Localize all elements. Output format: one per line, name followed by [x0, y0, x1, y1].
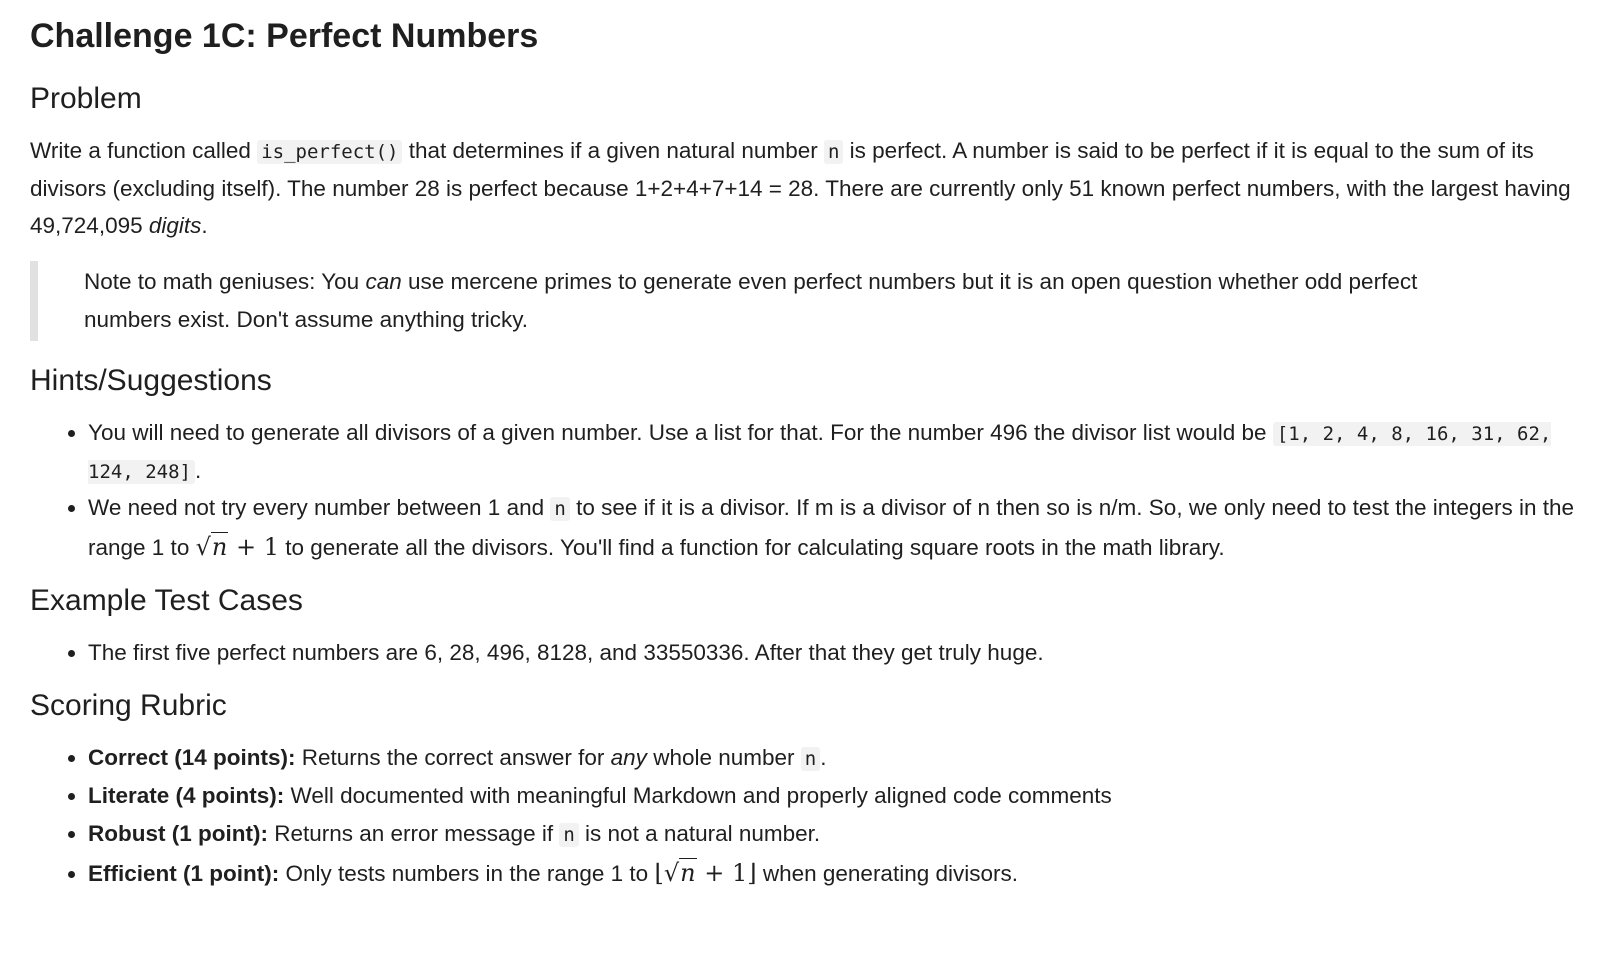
rubric-literate-text: Well documented with meaningful Markdown and properly aligned code comments — [284, 783, 1112, 809]
rubric-item-robust — [88, 815, 1578, 853]
problem-text-4: . — [201, 213, 208, 239]
floor-right: ⌋ — [747, 858, 757, 887]
rubric-label-robust: Robust (1 point): — [88, 820, 268, 846]
any-emphasis: any — [610, 745, 647, 771]
rubric-item-literate — [88, 777, 1578, 815]
rubric-label-literate: Literate (4 points): — [88, 783, 285, 809]
hint-2-text-c: to generate all the divisors. You'll find a function for calculating square roots in the math library. — [278, 535, 1225, 561]
can-emphasis: can — [365, 269, 402, 295]
rubric-item-efficient — [88, 853, 1578, 893]
sqrt-symbol: √n — [663, 858, 696, 887]
hint-1-text: You will need to generate all divisors of a given number. Use a list for that. For the number 496 the divisor list would be — [88, 419, 1273, 445]
tests-list — [30, 634, 1578, 672]
rubric-efficient-text-b: when generating divisors. — [756, 860, 1018, 886]
sqrt-formula — [196, 533, 279, 561]
hint-2-text-a: We need not try every number between 1 and — [88, 495, 551, 521]
rubric-efficient-text-a: Only tests numbers in the range 1 to — [279, 860, 655, 886]
variable-n-code: n — [801, 747, 820, 771]
hints-heading: Hints/Suggestions — [30, 363, 272, 397]
floor-sqrt-formula — [654, 859, 756, 887]
sqrt-tail: + 1 — [696, 858, 748, 887]
variable-n-code: n — [824, 140, 843, 164]
rubric-label-efficient: Efficient (1 point): — [88, 860, 280, 886]
page-title: Challenge 1C: Perfect Numbers — [30, 17, 539, 55]
hint-item-divisors — [88, 414, 1578, 490]
rubric-list — [30, 739, 1578, 893]
sqrt-symbol: √n — [195, 533, 228, 562]
rubric-robust-text-b: is not a natural number. — [578, 820, 821, 846]
problem-text-1: Write a function called — [30, 137, 258, 163]
hint-item-sqrt — [88, 489, 1578, 567]
sqrt-radicand: n — [680, 858, 696, 887]
rubric-correct-text-b: whole number — [646, 745, 801, 771]
divisor-list-code: [1, 2, 4, 8, 16, 31, 62, 124, 248] — [88, 422, 1552, 483]
rubric-correct-end: . — [820, 745, 827, 771]
test-item: • The first five perfect numbers are 6, 28, 496, 8128, and 33550336. After that they get truly huge. — [88, 634, 1578, 672]
problem-paragraph — [30, 132, 1578, 245]
rubric-label-correct: Correct (14 points): — [88, 745, 296, 771]
problem-heading: Problem — [30, 81, 142, 115]
floor-left: ⌊ — [654, 858, 664, 887]
note-blockquote — [30, 261, 1464, 341]
sqrt-radicand: n — [211, 533, 228, 562]
rubric-robust-text-a: Returns an error message if — [267, 820, 560, 846]
sqrt-tail: + 1 — [228, 533, 279, 562]
problem-text-2: that determines if a given natural number — [402, 137, 824, 163]
variable-n-code: n — [550, 497, 569, 521]
problem-text-3: is perfect. A number is said to be perfect if it is equal to the sum of its divisors (excluding itself). The number 28 is perfect because 1+2+4+7+14 = 28. There are currently only 51 known perfect numbers, with the largest having 49,724,095 — [30, 137, 1571, 239]
function-name-code: is_perfect() — [257, 140, 402, 164]
rubric-heading: Scoring Rubric — [30, 689, 227, 723]
tests-heading: Example Test Cases — [30, 584, 303, 618]
hint-1-end: . — [194, 457, 202, 483]
rubric-item-correct — [88, 739, 1578, 777]
hints-list — [30, 414, 1578, 568]
rubric-correct-text-a: Returns the correct answer for — [295, 745, 611, 771]
hint-2-text-b: to see if it is a divisor. If m is a divisor of n then so is n/m. So, we only need to test the integers in the range 1 to — [88, 495, 1575, 561]
note-text-1: Note to math geniuses: You — [84, 269, 366, 295]
digits-emphasis: digits — [148, 213, 202, 239]
note-text-2: use mercene primes to generate even perfect numbers but it is an open question whether odd perfect numbers exist. Don't assume anything tricky. — [84, 269, 1418, 332]
variable-n-code: n — [559, 823, 578, 847]
